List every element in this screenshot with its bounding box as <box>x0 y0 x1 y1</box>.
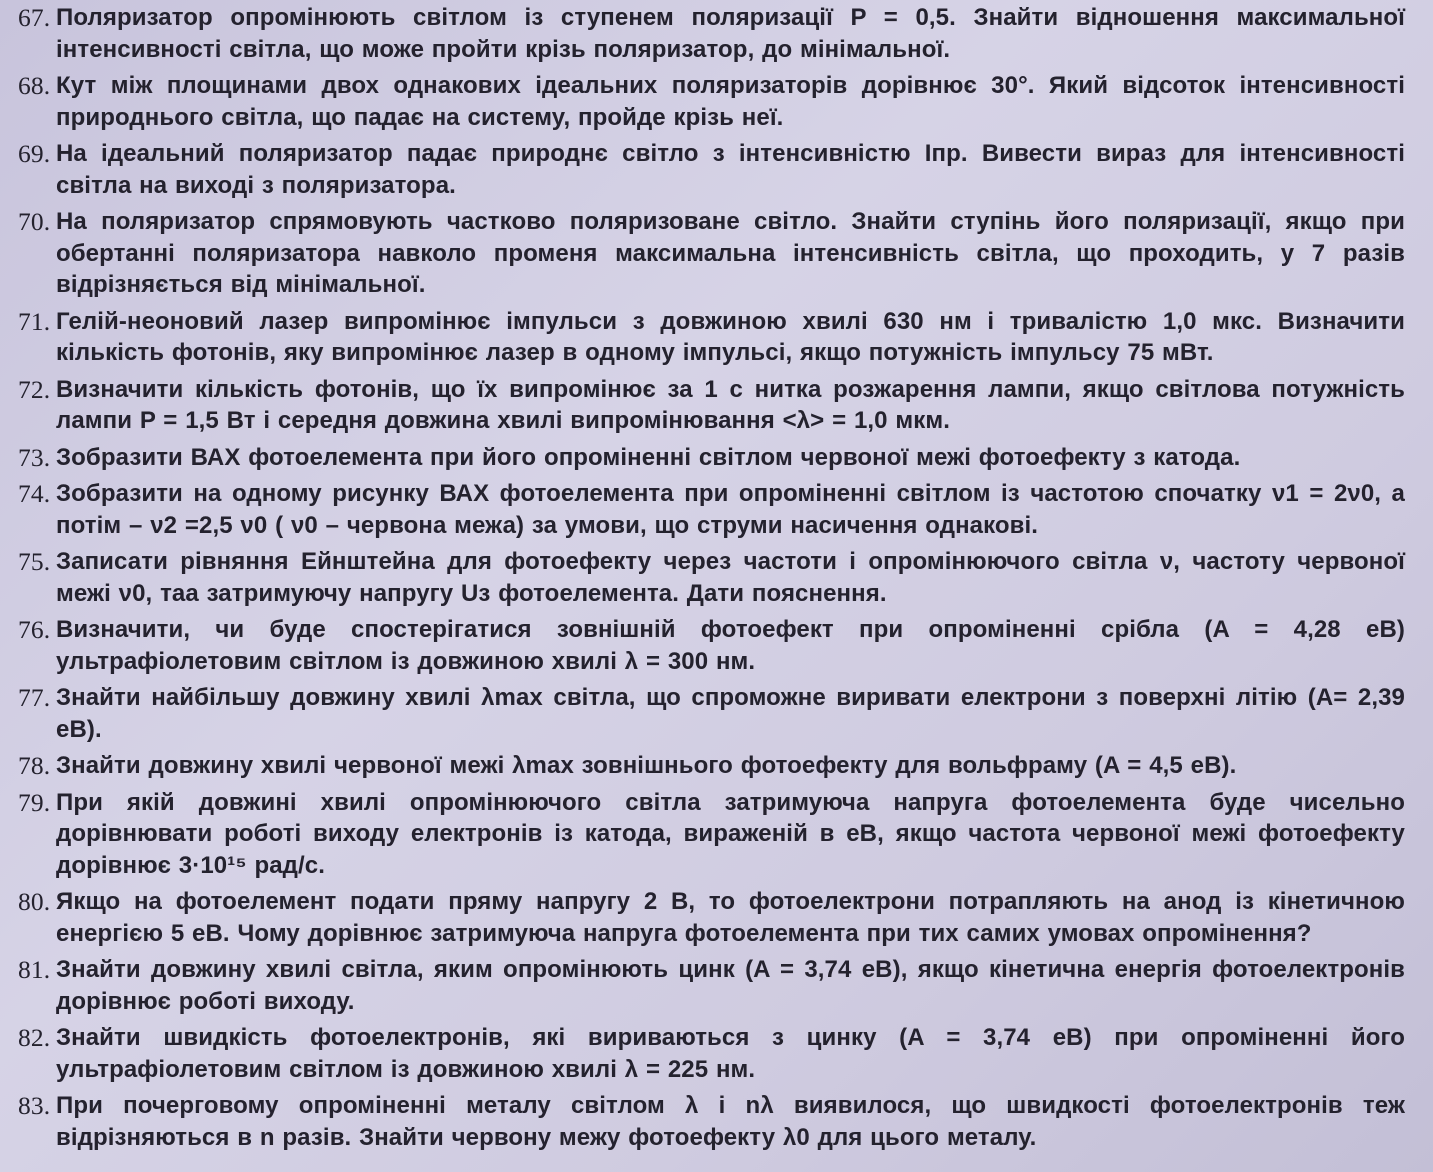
problem-item <box>18 138 1405 201</box>
problem-text: Зобразити на одному рисунку ВАХ фотоелемента при опроміненні світлом із частотою спочатку ν1 = 2ν0, а потім – ν2 =2,5 ν0 ( ν0 – червона межа) за умови, що струми насичення однакові. <box>56 480 1405 539</box>
problem-text: При якій довжині хвилі опромінюючого світла затримуюча напруга фотоелемента буде чисельно дорівнювати роботі виходу електронів із катода, вираженій в eB, якщо частота червоної межі фотоефекту дорівнює 3·10¹⁵ рад/с. <box>56 788 1405 879</box>
problem-number: 72. <box>18 374 51 404</box>
problem-number: 74. <box>18 479 51 508</box>
problem-item <box>18 886 1405 949</box>
problem-number: 68. <box>18 71 51 100</box>
problem-number: 75. <box>18 547 51 576</box>
problem-item <box>18 787 1405 882</box>
problem-item <box>18 954 1405 1017</box>
problem-number: 73. <box>18 442 51 472</box>
problem-number: 71. <box>18 306 51 336</box>
problem-number: 80. <box>18 887 51 916</box>
problem-number: 69. <box>18 139 51 168</box>
problem-text: При почерговому опроміненні металу світлом λ і nλ виявилося, що швидкості фотоелектронів теж відрізняються в n разів. Знайти червону межу фотоефекту λ0 для цього металу. <box>56 1092 1405 1151</box>
problem-item <box>18 750 1405 782</box>
problem-number: 82. <box>18 1023 51 1052</box>
problem-text: Знайти довжину хвилі світла, яким опромінюють цинк (A = 3,74 eB), якщо кінетична енергія фотоелектронів дорівнює роботі виходу. <box>56 956 1405 1015</box>
problem-item <box>18 442 1405 474</box>
problem-number: 79. <box>18 787 51 817</box>
problem-item <box>18 614 1405 677</box>
problem-number: 70. <box>18 207 51 236</box>
problem-item <box>18 1090 1405 1153</box>
problem-text: Гелій-неоновий лазер випромінює імпульси з довжиною хвилі 630 нм і тривалістю 1,0 мкс. Визначити кількість фотонів, яку випромінює лазер в одному імпульсі, якщо потужність імпульсу 75 мВт. <box>56 307 1405 366</box>
problem-number: 78. <box>18 751 51 780</box>
problem-item <box>18 70 1405 133</box>
problem-number: 77. <box>18 683 51 712</box>
problem-item <box>18 374 1405 437</box>
problem-text: Записати рівняння Ейнштейна для фотоефекту через частоти і опромінюючого світла ν, частоту червоної межі ν0, таа затримуючу напругу Uз фотоелемента. Дати пояснення. <box>56 548 1405 607</box>
problem-text: Знайти довжину хвилі червоної межі λmax зовнішнього фотоефекту для вольфраму (A = 4,5 eB). <box>56 752 1237 779</box>
problem-number: 83. <box>18 1091 51 1120</box>
problem-item <box>18 478 1405 541</box>
problem-item <box>18 206 1405 301</box>
problem-text: Якщо на фотоелемент подати пряму напругу 2 В, то фотоелектрони потрапляють на анод із кінетичною енергією 5 еВ. Чому дорівнює затримуюча напруга фотоелемента при тих самих умовах опромінення? <box>56 888 1405 947</box>
problem-item <box>18 1022 1405 1085</box>
problem-text: Зобразити ВАХ фотоелемента при його опроміненні світлом червоної межі фотоефекту з катода. <box>56 443 1241 471</box>
problem-text: Визначити кількість фотонів, що їх випромінює за 1 с нитка розжарення лампи, якщо світлова потужність лампи P = 1,5 Вт і середня довжина хвилі випромінювання <λ> = 1,0 мкм. <box>56 375 1405 434</box>
problem-text: На поляризатор спрямовують частково поляризоване світло. Знайти ступінь його поляризації, якщо при обертанні поляризатора навколо променя максимальна інтенсивність світла, що проходить, у 7 разів відрізняється від мінімальної. <box>56 208 1405 298</box>
problem-item <box>18 306 1405 369</box>
problem-number: 67. <box>18 3 51 32</box>
problem-number: 76. <box>18 615 51 644</box>
problem-item <box>18 2 1405 65</box>
problem-text: Визначити, чи буде спостерігатися зовнішній фотоефект при опроміненні срібла (A = 4,28 eB) ультрафіолетовим світлом із довжиною хвилі λ = 300 нм. <box>56 616 1405 675</box>
problem-item <box>18 546 1405 609</box>
problem-text: Кут між площинами двох однакових ідеальних поляризаторів дорівнює 30°. Який відсоток інтенсивності природнього світла, що падає на систему, пройде крізь неї. <box>56 72 1405 131</box>
problem-text: На ідеальний поляризатор падає природнє світло з інтенсивністю Iпр. Вивести вираз для інтенсивності світла на виході з поляризатора. <box>56 140 1405 199</box>
problem-text: Знайти найбільшу довжину хвилі λmax світла, що спроможне виривати електрони з поверхні літію (A= 2,39 eB). <box>56 684 1405 743</box>
problem-text: Знайти швидкість фотоелектронів, які вириваються з цинку (A = 3,74 eB) при опроміненні його ультрафіолетовим світлом із довжиною хвилі λ = 225 нм. <box>56 1024 1405 1083</box>
problem-number: 81. <box>18 955 51 984</box>
problem-text: Поляризатор опромінюють світлом із ступенем поляризації P = 0,5. Знайти відношення максимальної інтенсивності світла, що може пройти крізь поляризатор, до мінімальної. <box>56 4 1405 63</box>
problem-item <box>18 682 1405 745</box>
